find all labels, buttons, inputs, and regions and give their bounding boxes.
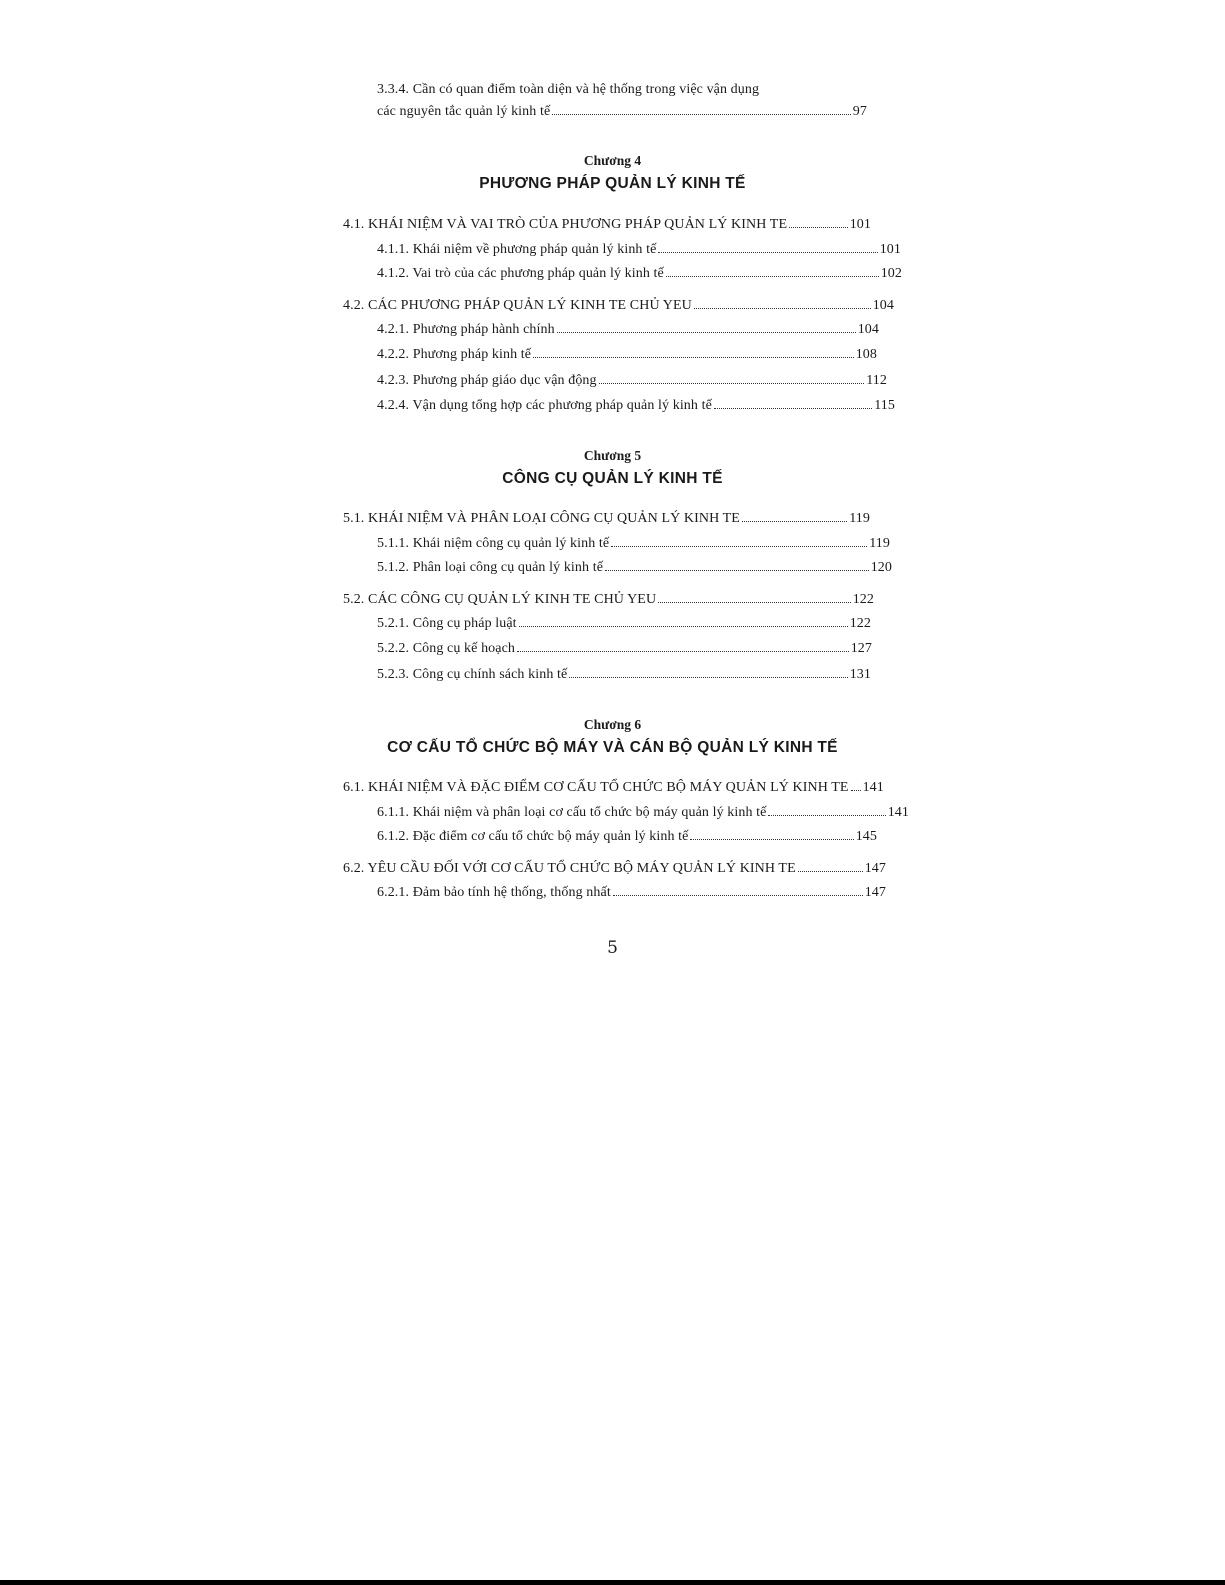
toc-entry-text: 4.1.2. Vai trò của các phương pháp quản lý kinh tế (377, 266, 664, 281)
toc-page-number: 115 (874, 398, 895, 413)
toc-entry-4-1-2[interactable] (377, 264, 902, 283)
toc-entry-text: 6.1.2. Đặc điểm cơ cấu tổ chức bộ máy quản lý kinh tế (377, 829, 689, 844)
toc-entry-4-2-1[interactable] (377, 320, 879, 339)
toc-page-number: 141 (887, 805, 909, 820)
toc-entry-4-2-2[interactable] (377, 345, 877, 364)
leader-dots (690, 827, 853, 840)
toc-page-number: 147 (864, 885, 886, 900)
toc-entry-6-1-2[interactable] (377, 827, 877, 846)
toc-entry-5-1[interactable] (343, 509, 870, 528)
toc-entry-6-2-1[interactable] (377, 883, 886, 902)
leader-dots (658, 240, 877, 253)
toc-page-number: 122 (852, 592, 874, 607)
leader-dots (658, 590, 851, 603)
toc-entry-text: 6.1. KHÁI NIỆM VÀ ĐẶC ĐIỂM CƠ CẤU TỔ CHỨC BỘ MÁY QUẢN LÝ KINH TE (343, 780, 849, 795)
toc-entry-6-1[interactable] (343, 778, 884, 797)
toc-entry-text: 4.1.1. Khái niệm về phương pháp quản lý kinh tế (377, 242, 657, 257)
toc-entry-6-2[interactable] (343, 859, 886, 878)
toc-entry-text: 4.2.2. Phương pháp kinh tế (377, 347, 532, 362)
toc-page-number: 131 (849, 667, 871, 682)
leader-dots (611, 534, 867, 547)
toc-entry-text: 5.1. KHÁI NIỆM VÀ PHÂN LOẠI CÔNG CỤ QUẢN LÝ KINH TE (343, 511, 740, 526)
leader-dots (851, 778, 861, 791)
leader-dots (694, 296, 871, 309)
toc-entry-3-3-4[interactable] (377, 102, 867, 121)
leader-dots (605, 558, 869, 571)
toc-entry-text: 4.2.1. Phương pháp hành chính (377, 322, 555, 337)
toc-page-number: 104 (872, 298, 894, 313)
leader-dots (552, 102, 851, 115)
toc-entry-text: 4.2. CÁC PHƯƠNG PHÁP QUẢN LÝ KINH TE CHỦ YEU (343, 298, 692, 313)
chapter-4-title: PHƯƠNG PHÁP QUẢN LÝ KINH TẾ (479, 175, 746, 192)
toc-entry-6-1-1[interactable] (377, 803, 909, 822)
leader-dots (613, 883, 863, 896)
toc-page-number: 102 (880, 266, 902, 281)
leader-dots (666, 264, 879, 277)
toc-page-number: 141 (862, 780, 884, 795)
toc-page-number: 127 (850, 641, 872, 656)
toc-entry-5-1-2[interactable] (377, 558, 892, 577)
toc-page-number: 101 (849, 217, 871, 232)
toc-page-number: 112 (866, 373, 887, 388)
chapter-6-title: CƠ CẤU TỔ CHỨC BỘ MÁY VÀ CÁN BỘ QUẢN LÝ KINH TẾ (387, 739, 838, 756)
toc-entry-text: 5.2.3. Công cụ chính sách kinh tế (377, 667, 568, 682)
leader-dots (557, 320, 856, 333)
chapter-6-label: Chương 6 (583, 717, 642, 732)
toc-entry-5-2-2[interactable] (377, 639, 872, 658)
leader-dots (798, 859, 863, 872)
toc-entry-5-2-3[interactable] (377, 665, 871, 684)
leader-dots (768, 803, 885, 816)
bottom-border (0, 1580, 1225, 1585)
leader-dots (714, 396, 872, 409)
toc-entry-4-1[interactable] (343, 215, 871, 234)
toc-entry-4-2-3[interactable] (377, 371, 887, 390)
toc-entry-4-2[interactable] (343, 296, 894, 315)
toc-page-number: 101 (879, 242, 901, 257)
toc-entry-text: 4.1. KHÁI NIỆM VÀ VAI TRÒ CỦA PHƯƠNG PHÁP QUẢN LÝ KINH TE (343, 217, 788, 232)
leader-dots (517, 639, 849, 652)
leader-dots (789, 215, 848, 228)
toc-entry-text: 5.2.1. Công cụ pháp luật (377, 616, 517, 631)
toc-page-number: 108 (855, 347, 877, 362)
toc-entry-text: 5.2.2. Công cụ kế hoạch (377, 641, 515, 656)
chapter-4-label: Chương 4 (583, 153, 642, 168)
toc-entry-text: 4.2.3. Phương pháp giáo dục vận động (377, 373, 597, 388)
toc-page-number: 145 (855, 829, 877, 844)
toc-entry-4-1-1[interactable] (377, 240, 901, 259)
toc-entry-text: 6.2. YÊU CẦU ĐỐI VỚI CƠ CẤU TỔ CHỨC BỘ MÁY QUẢN LÝ KINH TE (343, 861, 796, 876)
leader-dots (599, 371, 865, 384)
toc-page-number: 120 (870, 560, 892, 575)
toc-entry-text: 6.1.1. Khái niệm và phân loại cơ cấu tổ chức bộ máy quản lý kinh tế (377, 805, 767, 820)
leader-dots (569, 665, 847, 678)
toc-entry-text: các nguyên tắc quản lý kinh tế (377, 104, 551, 119)
toc-entry-5-2[interactable] (343, 590, 874, 609)
toc-entry-text: 5.2. CÁC CÔNG CỤ QUẢN LÝ KINH TE CHỦ YEU (343, 592, 657, 607)
chapter-5-title: CÔNG CỤ QUẢN LÝ KINH TẾ (502, 470, 723, 487)
toc-entry-text: 4.2.4. Vận dụng tổng hợp các phương pháp quản lý kinh tế (377, 398, 712, 413)
toc-entry-text: 5.1.1. Khái niệm công cụ quản lý kinh tế (377, 536, 610, 551)
leader-dots (519, 614, 848, 627)
toc-entry-text: 5.1.2. Phân loại công cụ quản lý kinh tế (377, 560, 604, 575)
toc-entry-5-2-1[interactable] (377, 614, 871, 633)
toc-page-number: 119 (869, 536, 890, 551)
chapter-5-label: Chương 5 (583, 448, 642, 463)
toc-page-number: 104 (857, 322, 879, 337)
toc-entry-5-1-1[interactable] (377, 534, 890, 553)
page-number: 5 (607, 938, 618, 958)
toc-page-number: 147 (864, 861, 886, 876)
toc-entry-4-2-4[interactable] (377, 396, 895, 415)
toc-entry-text: 6.2.1. Đảm bảo tính hệ thống, thống nhất (377, 885, 611, 900)
toc-entry-3-3-4-line1: 3.3.4. Cần có quan điểm toàn diện và hệ thống trong việc vận dụng (377, 82, 760, 97)
toc-page-number: 119 (849, 511, 870, 526)
toc-page-number: 122 (849, 616, 871, 631)
leader-dots (742, 509, 847, 522)
toc-page-number: 97 (852, 104, 867, 119)
leader-dots (533, 345, 854, 358)
